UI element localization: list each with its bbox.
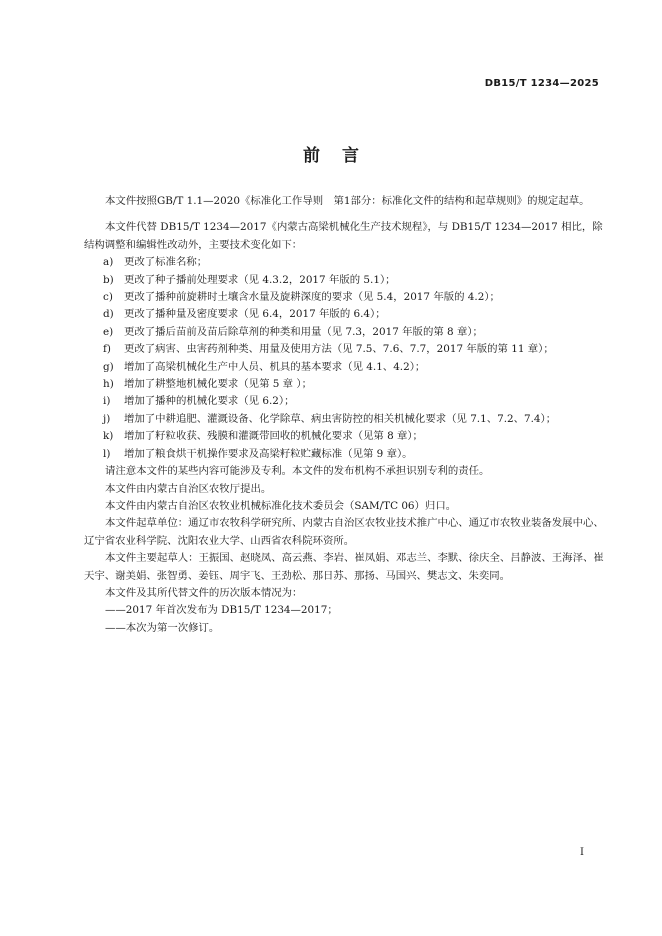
list-item bbox=[84, 254, 604, 271]
list-item-text: 增加了高梁机械化生产中人员、机具的基本要求（见 4.1、4.2）； bbox=[124, 360, 426, 373]
list-item-label: i) bbox=[103, 395, 111, 408]
document-code: DB15/T 1234—2025 bbox=[484, 78, 599, 89]
list-item bbox=[84, 359, 604, 376]
paragraph-patent-notice: 请注意本文件的某些内容可能涉及专利。本文件的发布机构不承担识别专利的责任。 bbox=[105, 465, 490, 478]
list-item bbox=[84, 306, 604, 323]
changes-list bbox=[84, 254, 604, 463]
list-item bbox=[84, 289, 604, 306]
list-item bbox=[84, 324, 604, 341]
paragraph-replacement: 本文件代替 DB15/T 1234—2017《内蒙古高梁机械化生产技术规程》，与 DB15/T 1234—2017 相比，除结构调整和编辑性改动外，主要技术变化如下： bbox=[84, 221, 603, 251]
list-item bbox=[84, 272, 604, 289]
list-item-text: 增加了播种的机械化要求（见 6.2）； bbox=[124, 395, 295, 408]
list-item-label: d) bbox=[103, 308, 114, 321]
list-item-text: 增加了籽粒收获、残膜和灌溉带回收的机械化要求（见第 8 章）； bbox=[124, 430, 423, 443]
list-item bbox=[84, 393, 604, 410]
list-item-text: 更改了标准名称； bbox=[124, 256, 208, 269]
list-item-label: e) bbox=[103, 325, 114, 338]
list-item bbox=[84, 376, 604, 393]
paragraph-drafters: 本文件主要起草人：王振国、赵晓凤、高云燕、李岩、崔凤娟、邓志兰、李默、徐庆全、吕静波、王海泽、崔天宇、谢美娟、张智勇、姜钰、周宇飞、王劲松、那日苏、那扬、马国兴、樊志文、朱奕同。 bbox=[84, 552, 604, 582]
list-item-text: 增加了粮食烘干机操作要求及高梁籽粒贮藏标准（见第 9 章）。 bbox=[124, 447, 413, 460]
list-item-text: 更改了播种前旋耕时土壤含水量及旋耕深度的要求（见 5.4，2017 年版的 4.2）； bbox=[124, 291, 500, 304]
list-item-text: 更改了种子播前处理要求（见 4.3.2，2017 年版的 5.1）； bbox=[124, 273, 396, 286]
list-item-text: 更改了播后苗前及苗后除草剂的种类和用量（见 7.3，2017 年版的第 8 章）； bbox=[124, 325, 483, 338]
list-item bbox=[84, 428, 604, 445]
paragraph-version-current: ——本次为第一次修订。 bbox=[105, 621, 220, 634]
paragraph-version-history: 本文件及其所代替文件的历次版本情况为： bbox=[105, 586, 303, 599]
list-item-label: l) bbox=[103, 447, 111, 460]
paragraph-proposer: 本文件由内蒙古自治区农牧厅提出。 bbox=[105, 482, 272, 495]
paragraph-drafting-rules: 本文件按照GB/T 1.1—2020《标准化工作导则 第1部分：标准化文件的结构和起草规则》的规定起草。 bbox=[105, 195, 590, 207]
list-item-label: g) bbox=[103, 360, 114, 373]
list-item-label: h) bbox=[103, 378, 114, 391]
list-item-label: f) bbox=[103, 343, 111, 356]
page-title: 前言 bbox=[303, 146, 381, 166]
paragraph-drafting-units: 本文件起草单位：通辽市农牧科学研究所、内蒙古自治区农牧业技术推广中心、通辽市农牧业装备发展中心、辽宁省农业科学院、沈阳农业大学、山西省农科院环资所。 bbox=[84, 517, 604, 547]
list-item-label: k) bbox=[103, 430, 114, 443]
list-item-text: 增加了中耕追肥、灌溉设备、化学除草、病虫害防控的相关机械化要求（见 7.1、7.2、7.4）； bbox=[124, 412, 557, 425]
list-item bbox=[84, 341, 604, 358]
paragraph-version-2017: ——2017 年首次发布为 DB15/T 1234—2017； bbox=[105, 604, 338, 617]
list-item-label: c) bbox=[103, 291, 113, 304]
list-item-text: 更改了播种量及密度要求（见 6.4，2017 年版的 6.4）； bbox=[124, 308, 386, 321]
foreword-body bbox=[84, 193, 604, 637]
list-item bbox=[84, 411, 604, 428]
page-number: I bbox=[580, 847, 584, 858]
list-item-label: j) bbox=[103, 412, 111, 425]
list-item-label: a) bbox=[103, 256, 114, 269]
list-item-label: b) bbox=[103, 273, 114, 286]
list-item-text: 更改了病害、虫害药剂种类、用量及使用方法（见 7.5、7.6、7.7，2017 年版的第 11 章）； bbox=[124, 343, 554, 356]
list-item bbox=[84, 446, 604, 463]
paragraph-committee: 本文件由内蒙古自治区农牧业机械标准化技术委员会（SAM/TC 06）归口。 bbox=[105, 499, 457, 512]
list-item-text: 增加了耕整地机械化要求（见第 5 章 ）； bbox=[124, 378, 312, 391]
